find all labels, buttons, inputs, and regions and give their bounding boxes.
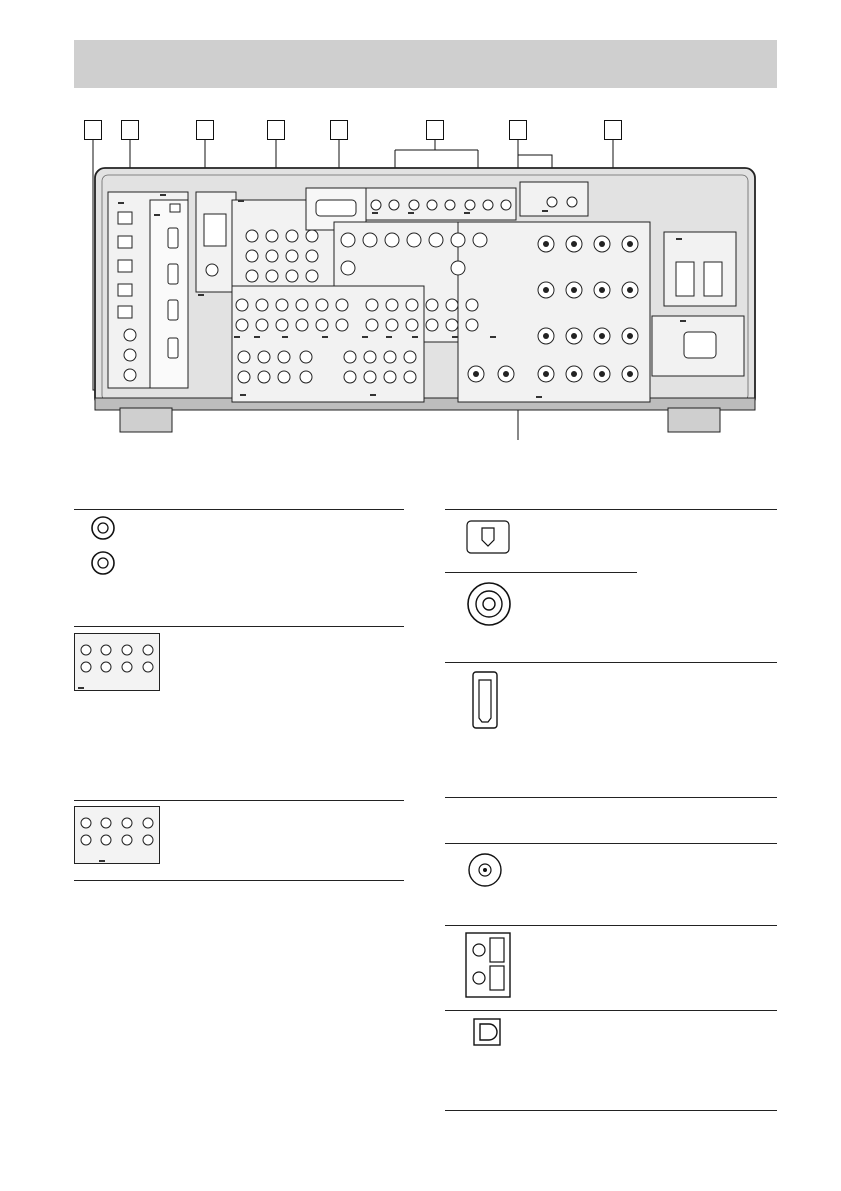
- md-dat-label: [282, 336, 288, 338]
- dvd-label: [386, 336, 392, 338]
- multi-channel-caption: [78, 687, 84, 689]
- sacd-label: [254, 336, 260, 338]
- ac-outlet-label: [676, 238, 682, 240]
- divider: [74, 626, 404, 627]
- pre-out-icon: [74, 806, 160, 864]
- divider: [445, 843, 777, 844]
- ac-in-label: [680, 320, 686, 322]
- rear-panel-illustration: [0, 0, 841, 440]
- zone3-label: [542, 210, 548, 212]
- pre-out-caption: [99, 860, 105, 862]
- antenna-label: [198, 294, 204, 296]
- divider: [74, 509, 404, 510]
- multi-channel-input-label: [240, 394, 246, 396]
- video2-label: [412, 336, 418, 338]
- xm-label: [160, 194, 166, 196]
- hdmi-label: [154, 214, 160, 216]
- optical-port-icon: [472, 1017, 502, 1047]
- divider: [74, 800, 404, 801]
- antenna-jack-icon: [467, 852, 503, 888]
- tv-sat-label: [362, 336, 368, 338]
- trigger-out-label: [408, 212, 414, 214]
- divider: [445, 572, 637, 573]
- tape-cdr-label: [322, 336, 328, 338]
- multi-channel-input-icon: [74, 633, 160, 691]
- zone2-label: [490, 336, 496, 338]
- speakers-label: [536, 396, 542, 398]
- divider: [445, 925, 777, 926]
- video1-label: [452, 336, 458, 338]
- am-antenna-terminal-icon: [465, 932, 511, 998]
- coaxial-jack-icon: [466, 581, 512, 627]
- rca-jack-icon: [90, 515, 130, 580]
- ir-remote-label: [464, 212, 470, 214]
- hdmi-port-icon: [470, 670, 500, 730]
- divider: [445, 797, 777, 798]
- divider: [445, 1110, 777, 1111]
- divider: [74, 880, 404, 881]
- dmport-icon: [466, 520, 510, 554]
- phono-label: [234, 336, 240, 338]
- ctrl-s-label: [372, 212, 378, 214]
- component-video-label: [238, 200, 244, 202]
- divider: [445, 509, 777, 510]
- digital-label: [118, 202, 124, 204]
- divider: [445, 1010, 777, 1011]
- pre-out-label: [370, 394, 376, 396]
- divider: [445, 662, 777, 663]
